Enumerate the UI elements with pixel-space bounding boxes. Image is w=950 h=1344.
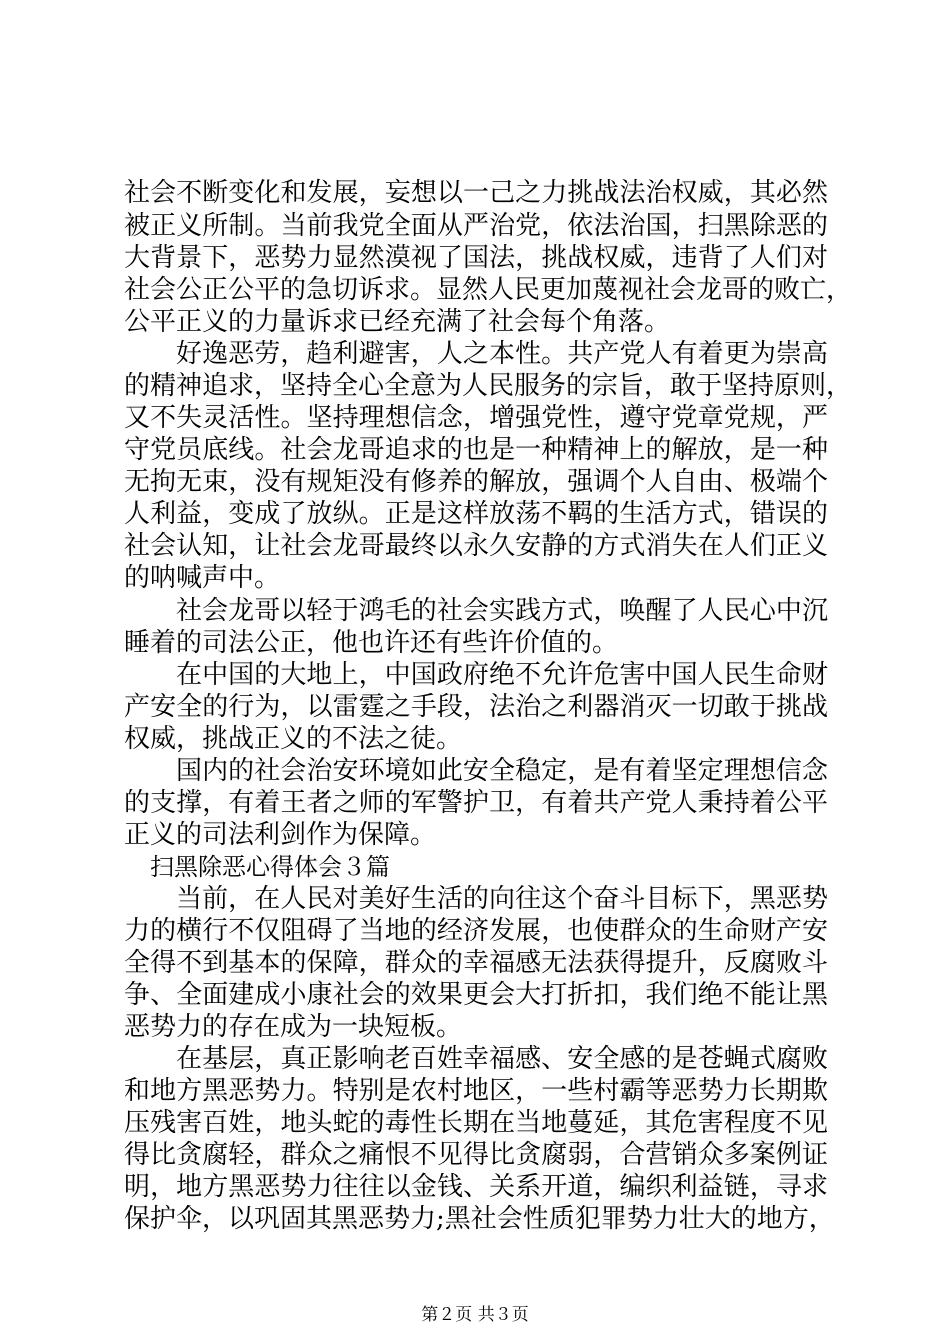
text-line: 社会龙哥以轻于鸿毛的社会实践方式，唤醒了人民心中沉 [176, 596, 828, 626]
text-line: 当前，在人民对美好生活的向往这个奋斗目标下，黑恶势 [176, 884, 828, 914]
text-line: 国内的社会治安环境如此安全稳定，是有着坚定理想信念 [176, 756, 828, 786]
text-line: 明，地方黑恶势力往往以金钱、关系开道，编织利益链，寻求 [124, 1172, 828, 1202]
text-line: 好逸恶劳，趋利避害，人之本性。共产党人有着更为崇高 [176, 339, 828, 369]
text-line: 力的横行不仅阻碍了当地的经济发展，也使群众的生命财产安 [124, 916, 828, 946]
text-line: 的呐喊声中。 [124, 563, 281, 593]
text-line: 社会公正公平的急切诉求。显然人民更加蔑视社会龙哥的败亡， [124, 275, 853, 305]
text-line: 人利益，变成了放纵。正是这样放荡不羁的生活方式，错误的 [124, 499, 828, 529]
text-line: 无拘无束，没有规矩没有修养的解放，强调个人自由、极端个 [124, 467, 828, 497]
text-line: 正义的司法利剑作为保障。 [124, 820, 437, 850]
text-line: 在基层，真正影响老百姓幸福感、安全感的是苍蝇式腐败 [176, 1044, 828, 1074]
text-line: 争、全面建成小康社会的效果更会大打折扣，我们绝不能让黑 [124, 980, 828, 1010]
text-line: 恶势力的存在成为一块短板。 [124, 1012, 463, 1042]
text-line: 被正义所制。当前我党全面从严治党，依法治国，扫黑除恶的 [124, 211, 828, 241]
text-line: 社会不断变化和发展，妄想以一己之力挑战法治权威，其必然 [124, 178, 828, 208]
text-line: 压残害百姓，地头蛇的毒性长期在当地蔓延，其危害程度不见 [124, 1108, 828, 1138]
text-line: 在中国的大地上，中国政府绝不允许危害中国人民生命财 [176, 660, 828, 690]
text-line: 又不失灵活性。坚持理想信念，增强党性，遵守党章党规，严 [124, 403, 828, 433]
text-line: 保护伞，以巩固其黑恶势力;黑社会性质犯罪势力壮大的地方， [124, 1204, 835, 1234]
text-line: 权威，挑战正义的不法之徒。 [124, 724, 463, 754]
text-line: 产安全的行为，以雷霆之手段，法治之利器消灭一切敢于挑战 [124, 692, 828, 722]
section-heading: 扫黑除恶心得体会３篇 [150, 853, 390, 881]
text-line: 和地方黑恶势力。特别是农村地区，一些村霸等恶势力长期欺 [124, 1076, 828, 1106]
text-line: 得比贪腐轻，群众之痛恨不见得比贪腐弱，合营销众多案例证 [124, 1140, 828, 1170]
text-line: 的支撑，有着王者之师的军警护卫，有着共产党人秉持着公平 [124, 788, 828, 818]
page-footer: 第２页 共３页 [421, 1305, 529, 1325]
text-line: 守党员底线。社会龙哥追求的也是一种精神上的解放，是一种 [124, 435, 828, 465]
text-line: 全得不到基本的保障，群众的幸福感无法获得提升，反腐败斗 [124, 948, 828, 978]
text-line: 大背景下，恶势力显然漠视了国法，挑战权威，违背了人们对 [124, 243, 828, 273]
text-line: 的精神追求，坚持全心全意为人民服务的宗旨，敢于坚持原则， [124, 371, 853, 401]
text-line: 公平正义的力量诉求已经充满了社会每个角落。 [124, 307, 671, 337]
text-line: 社会认知，让社会龙哥最终以永久安静的方式消失在人们正义 [124, 531, 828, 561]
text-line: 睡着的司法公正，他也许还有些许价值的。 [124, 628, 619, 658]
